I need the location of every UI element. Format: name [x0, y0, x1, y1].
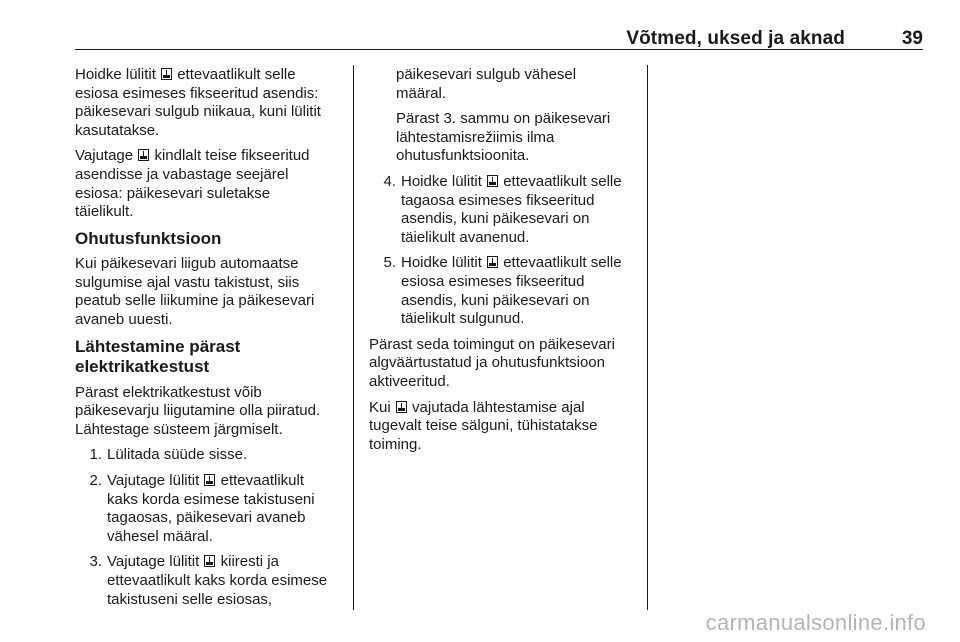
- sunblind-switch-icon: [204, 474, 215, 486]
- page-title: Võtmed, uksed ja aknad: [626, 28, 845, 49]
- paragraph-press-switch: Vajutage kindlalt teise fikseeritud asendisse ja vabastage seejärel esiosa: päikesevari suletakse täielikult.: [75, 147, 310, 221]
- page-header: [75, 28, 923, 50]
- sunblind-switch-icon: [487, 175, 498, 187]
- heading-safety-function: Ohutusfunktsioon: [75, 228, 222, 248]
- list-item-1: 1. Lülitada süüde sisse.: [89, 446, 248, 464]
- column-divider-right: [647, 65, 648, 610]
- paragraph-hold-switch: Hoidke lülitit ettevaatlikult selle esiosa esimeses fikseeritud asendis: päikesevari sulgub niikaua, kuni lülitit kasutatakse.: [75, 66, 321, 139]
- column-right: [369, 66, 637, 461]
- paragraph-reset-cancel: Kui vajutada lähtestamise ajal tugevalt teise sälguni, tühistatakse toiming.: [369, 398, 598, 453]
- paragraph-reset-complete: Pärast seda toimingut on päikesevari algväärtustatud ja ohutusfunktsioon aktiveeritud.: [369, 335, 615, 390]
- page-number: 39: [901, 28, 923, 49]
- list-item-2: 2. Vajutage lülitit ettevaatlikult kaks korda esimese takistuseni tagaosas, päikesevari avaneb vähesel määral.: [89, 472, 315, 545]
- watermark: carmanualsonline.info: [705, 610, 926, 635]
- heading-reset-after-power-loss: Lähtestamine pärast elektrikatkestust: [75, 336, 241, 377]
- sunblind-switch-icon: [487, 256, 498, 268]
- column-divider-left: [353, 65, 354, 610]
- paragraph-reset-intro: Pärast elektrikatkestust võib päikesevarju liigutamine olla piiratud. Lähtestage süsteem järgmiselt.: [75, 383, 321, 438]
- header-rule: [75, 49, 923, 50]
- list-item-3: 3. Vajutage lülitit kiiresti ja ettevaatlikult kaks korda esimese takistuseni selle esiosas,: [89, 553, 328, 608]
- sunblind-switch-icon: [396, 401, 407, 413]
- column-left: [75, 66, 343, 616]
- list-item-4: 4. Hoidke lülitit ettevaatlikult selle tagaosa esimeses fikseeritud asendis, kuni päikesevari on täielikult avanenud.: [383, 172, 622, 246]
- sunblind-switch-icon: [204, 555, 215, 567]
- list-note-after-step-3: Pärast 3. sammu on päikesevari lähtestamisrežiimis ilma ohutusfunktsioonita.: [396, 110, 611, 165]
- list-item-5: 5. Hoidke lülitit ettevaatlikult selle esiosa esimeses fikseeritud asendis, kuni päikesevari on täielikult sulgunud.: [383, 254, 622, 328]
- paragraph-safety-function: Kui päikesevari liigub automaatse sulgumise ajal vastu takistust, siis peatub selle liikumine ja päikesevari avaneb uuesti.: [75, 255, 315, 329]
- list-item-3-continued: päikesevari sulgub vähesel määral.: [396, 66, 577, 102]
- sunblind-switch-icon: [161, 68, 172, 80]
- sunblind-switch-icon: [138, 149, 149, 161]
